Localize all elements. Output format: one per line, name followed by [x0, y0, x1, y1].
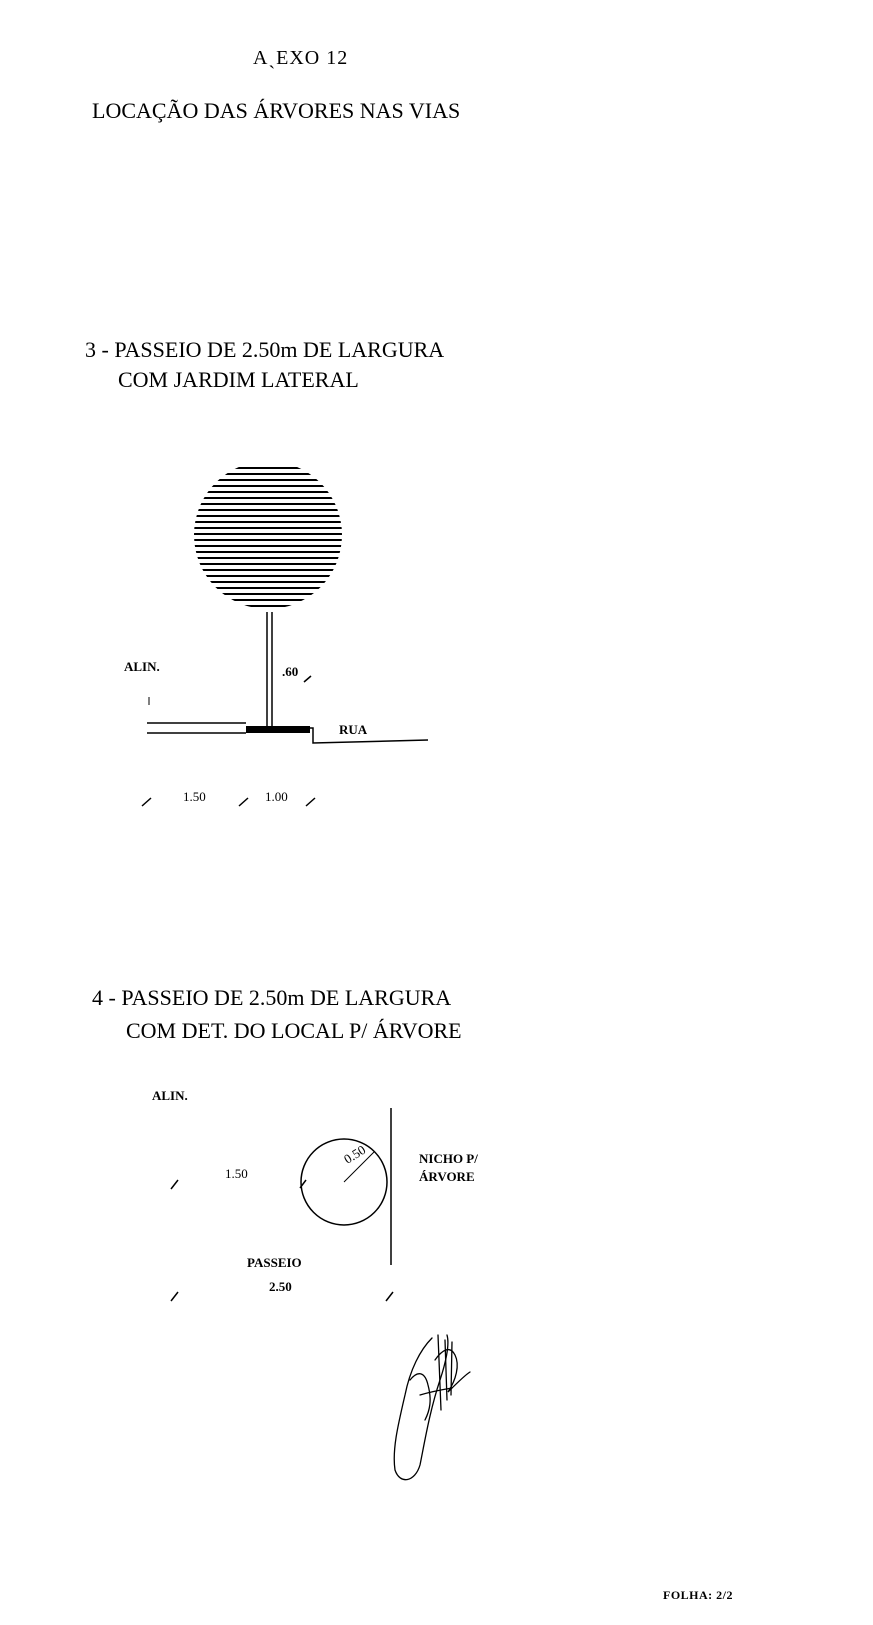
section4-dim-left: 1.50 — [225, 1166, 248, 1181]
section3-alin-label: ALIN. — [124, 659, 160, 674]
section4-dim-total: 2.50 — [269, 1279, 292, 1294]
section4-nicho-label-2: ÁRVORE — [419, 1169, 475, 1184]
section4-dim-radius: 0.50 — [341, 1141, 369, 1167]
section4-title-line2: COM DET. DO LOCAL P/ ÁRVORE — [126, 1018, 462, 1043]
section3-dim-left: 1.50 — [183, 789, 206, 804]
page-number: FOLHA: 2/2 — [663, 1588, 733, 1602]
section3-title-line2: COM JARDIM LATERAL — [118, 367, 359, 392]
annex-label: AˎEXO 12 — [253, 47, 349, 69]
section4-passeio-label: PASSEIO — [247, 1255, 302, 1270]
page-title: LOCAÇÃO DAS ÁRVORES NAS VIAS — [92, 98, 461, 123]
section3-dim-trunk: .60 — [282, 664, 299, 679]
section4-title-line1: 4 - PASSEIO DE 2.50m DE LARGURA — [92, 985, 452, 1010]
signature — [394, 1335, 470, 1480]
section4-alin-label: ALIN. — [152, 1088, 188, 1103]
section3-title-line1: 3 - PASSEIO DE 2.50m DE LARGURA — [85, 337, 445, 362]
section4-nicho-label-1: NICHO P/ — [419, 1151, 478, 1166]
section3-rua-label: RUA — [339, 722, 368, 737]
section3-dim-right: 1.00 — [265, 789, 288, 804]
